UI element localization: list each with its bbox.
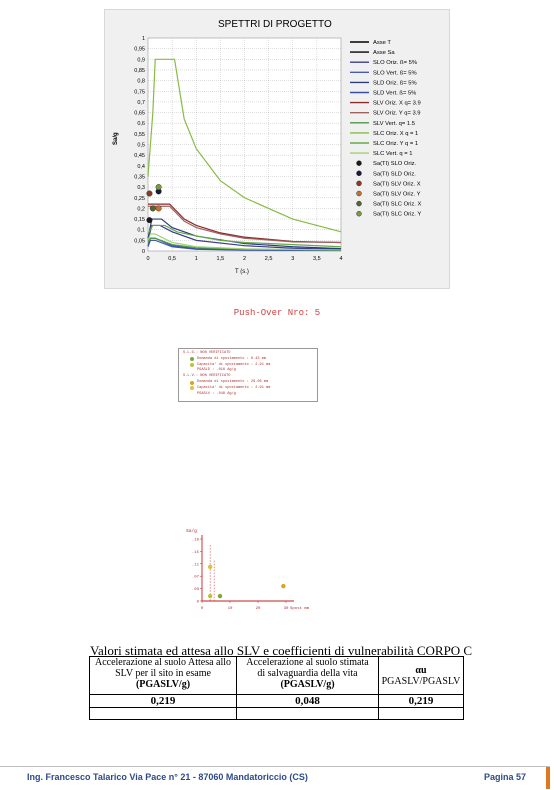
report-line: Domanda di spostamento : 6.43 mm [197, 356, 267, 361]
design-spectra-chart [104, 9, 450, 289]
x-tick-label: 0 [200, 607, 204, 611]
y-tick-label: 0,1 [137, 227, 145, 234]
table-row [90, 695, 464, 708]
header-text: (PGASLV/g) [280, 679, 335, 690]
y-tick-label: 0,45 [134, 153, 145, 160]
design-spectra-svg [105, 10, 449, 288]
header-text: di salvaguardia della vita [257, 668, 358, 679]
x-ticks [146, 256, 342, 262]
y-tick-label: 0,15 [134, 217, 145, 224]
y-tick-label: .19 [191, 538, 199, 543]
y-tick-label: .03 [191, 588, 199, 593]
page-footer [0, 766, 550, 789]
header-cell-expected [90, 657, 237, 695]
table-header-row [90, 657, 464, 695]
legend-label: SLO Oriz. ß= 5% [373, 60, 417, 67]
y-tick-label: 0 [196, 600, 199, 605]
legend-label: Sa(TI) SLD Oriz. [373, 171, 416, 178]
y-tick-label: 0,3 [137, 185, 145, 192]
spectrum-marker [147, 217, 153, 223]
x-tick-label: 20 [255, 607, 261, 611]
x-axis-label: T (s.) [235, 269, 249, 275]
value-cell: 0,219 [90, 695, 237, 708]
y-tick-label: 0,4 [137, 163, 145, 170]
legend-label: SLC Oriz. Y q = 1 [373, 141, 419, 147]
report-line: Domanda di spostamento : 29.06 mm [197, 380, 269, 384]
legend-label: SLV Oriz. Y q= 3.9 [373, 110, 421, 117]
y-tick-label: 0,25 [134, 195, 145, 202]
y-tick-label: 0,8 [137, 78, 145, 85]
y-tick-label: 0,2 [137, 206, 145, 213]
x-tick-label: 3 [291, 256, 295, 262]
y-tick-label: 1 [141, 36, 145, 42]
header-text: Accelerazione al suolo stimata [246, 657, 369, 668]
pushover-point [208, 565, 212, 569]
pushover-point [281, 584, 285, 588]
report-line: PGASLV : .048 Ag/g [197, 391, 236, 396]
page-number: Pagina 57 [483, 772, 526, 782]
footer-address: Ing. Francesco Talarico Via Pace n° 21 - 87060 Mandatoriccio (CS) [27, 772, 308, 782]
value-cell: 0,219 [379, 695, 464, 708]
empty-cell [379, 708, 464, 720]
report-dot [190, 363, 194, 367]
y-tick-label: 0,65 [134, 110, 145, 117]
empty-cell [90, 708, 237, 720]
legend-label: Sa(TI) SLV Oriz. X [373, 181, 421, 188]
pushover-points [208, 565, 286, 599]
legend-label: Asse T [373, 40, 391, 46]
y-axis-label: Sa/g [113, 132, 119, 145]
y-tick-label: 0,9 [137, 57, 145, 64]
report-dot [190, 386, 194, 390]
table-empty-row [90, 708, 464, 720]
report-line: PGASLD : .016 Ag/g [197, 368, 236, 373]
report-line: Capacita' di spostamento : 2.91 mm [197, 385, 271, 390]
y-ticks [134, 36, 145, 255]
pushover-axes [186, 528, 310, 611]
legend-label: SLV Vert. q= 1.5 [373, 120, 415, 127]
y-tick-label: 0,95 [134, 46, 145, 53]
header-text: PGASLV/PGASLV [381, 675, 461, 687]
x-tick-label: 2 [242, 256, 247, 262]
legend-marker [357, 191, 362, 196]
x-tick-label: 10 [227, 607, 233, 611]
x-tick-label: 1 [194, 256, 198, 262]
pushover-point [208, 594, 212, 598]
legend-label: SLD Oriz. ß= 5% [373, 80, 417, 87]
y-axis-label: Sa/g [186, 529, 197, 534]
y-tick-label: 0,85 [134, 67, 145, 74]
chart-title: SPETTRI DI PROGETTO [218, 19, 332, 30]
legend [350, 40, 421, 218]
y-tick-label: .11 [191, 563, 199, 568]
x-tick-label: 4 [339, 256, 343, 262]
legend-label: SLC Vert. q = 1 [373, 151, 413, 158]
y-tick-label: 0,75 [134, 89, 145, 96]
x-tick-label: 2,5 [264, 256, 273, 262]
y-tick-label: 0,35 [134, 174, 145, 181]
header-text: (PGASLV/g) [135, 679, 191, 690]
value-cell: 0,048 [237, 695, 379, 708]
legend-label: Sa(TI) SLO Oriz. [373, 161, 417, 168]
report-line: Capacita' di spostamento : 2.91 mm [197, 362, 271, 367]
pushover-svg [176, 523, 321, 613]
legend-marker [357, 161, 362, 166]
spectrum-marker [150, 206, 156, 212]
legend-label: Asse Sa [373, 50, 395, 57]
y-tick-label: 0,7 [137, 99, 145, 106]
legend-marker [357, 181, 362, 186]
legend-label: SLV Oriz. X q= 3.9 [373, 100, 421, 107]
x-tick-label: 1,5 [216, 256, 225, 262]
spectrum-marker [147, 191, 153, 197]
footer-accent-bar [546, 767, 550, 789]
y-tick-label: 0 [141, 249, 145, 255]
table-title: Valori stimata ed attesa allo SLV e coefficienti di vulnerabilità CORPO C [90, 643, 473, 658]
y-tick-label: 0,05 [134, 238, 145, 245]
x-tick-label: 0,5 [168, 256, 176, 262]
vulnerability-table [89, 656, 464, 720]
legend-label: SLO Vert. ß= 5% [373, 70, 417, 77]
verification-report [178, 348, 318, 402]
legend-label: SLD Vert. ß= 5% [373, 90, 417, 97]
report-dot [190, 381, 194, 385]
legend-marker [357, 171, 362, 176]
pushover-point [218, 594, 222, 598]
y-tick-label: 0,55 [134, 131, 145, 138]
y-tick-label: 0,6 [137, 121, 145, 128]
x-tick-label: 0 [146, 256, 150, 262]
y-tick-label: .15 [191, 550, 199, 555]
pushover-title: Push-Over Nro: 5 [233, 308, 321, 318]
header-text: Accelerazione al suolo Attesa allo [94, 657, 232, 668]
x-axis-label: Spost mm [290, 607, 310, 611]
header-cell-alpha [379, 657, 464, 695]
legend-label: Sa(TI) SLV Oriz. Y [373, 191, 421, 198]
legend-label: Sa(TI) SLC Oriz. Y [373, 211, 422, 218]
report-line: S.L.D.: NON VERIFICATO [183, 351, 231, 355]
report-dot [190, 357, 194, 361]
x-tick-label: 3,5 [313, 256, 321, 262]
legend-label: Sa(TI) SLC Oriz. X [373, 201, 422, 208]
report-line: S.L.V.: NON VERIFICATO [183, 374, 231, 379]
legend-label: SLC Oriz. X q = 1 [373, 130, 419, 137]
spectrum-marker [156, 184, 162, 190]
pushover-chart [176, 523, 321, 613]
y-tick-label: .07 [191, 575, 199, 580]
legend-marker [357, 211, 362, 216]
legend-marker [357, 201, 362, 206]
empty-cell [237, 708, 379, 720]
header-text: αu [415, 664, 427, 676]
grid [148, 38, 341, 251]
header-text: SLV per il sito in esame [115, 668, 211, 679]
header-cell-estimated [237, 657, 379, 695]
y-tick-label: 0,5 [137, 142, 145, 149]
x-tick-label: 30 [283, 607, 289, 611]
spectrum-marker [156, 206, 162, 212]
